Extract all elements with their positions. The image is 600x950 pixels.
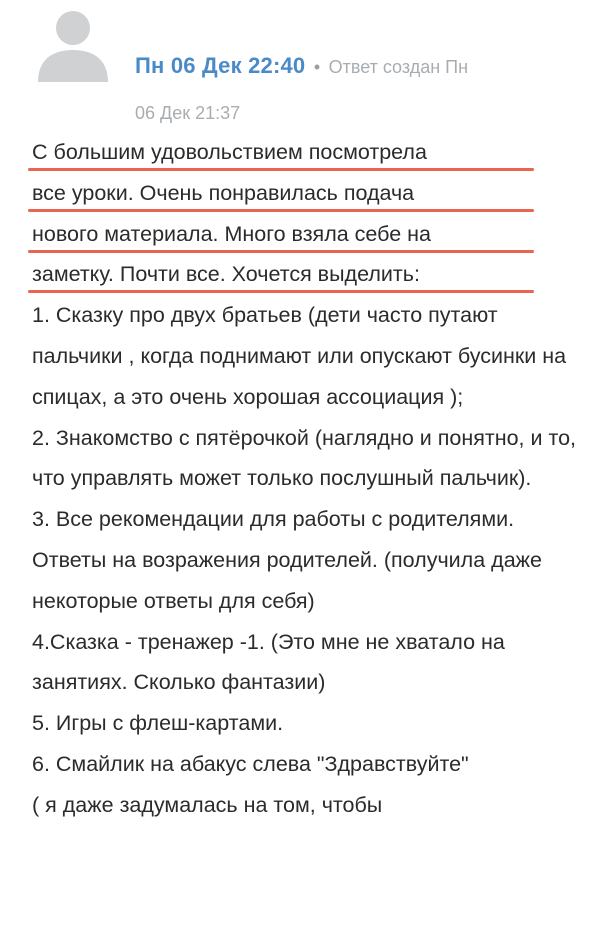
user-silhouette-icon: [30, 4, 116, 82]
list-item: 2. Знакомство с пятёрочкой (наглядно и понятно, и то, что управлять может только послушный пальчик).: [32, 425, 576, 491]
list-item: 1. Сказку про двух братьев (дети часто путают пальчики , когда поднимают или опускают бусинки на спицах, а это очень хорошая ассоциация );: [32, 303, 567, 409]
comment-body: [32, 132, 577, 826]
post-date-link[interactable]: Пн 06 Дек 22:40: [135, 53, 306, 78]
meta-separator: •: [313, 57, 321, 77]
scroll-indicator: [40, 944, 560, 948]
highlighted-line: [32, 132, 577, 173]
created-label: Ответ создан Пн: [328, 57, 469, 77]
underline-mark: [28, 250, 534, 253]
post-meta: [135, 44, 575, 137]
underline-mark: [28, 168, 534, 171]
highlighted-line-text: заметку. Почти все. Хочется выделить:: [32, 262, 420, 287]
underline-mark: [28, 209, 534, 212]
list-item: 3. Все рекомендации для работы с родителями. Ответы на возражения родителей. (получила даже некоторые ответы для себя): [32, 507, 542, 613]
highlighted-line: [32, 214, 577, 255]
list-item: 6. Смайлик на абакус слева "Здравствуйте": [32, 751, 469, 776]
list-item: 4.Сказка - тренажер -1. (Это мне не хватало на занятиях. Сколько фантазии): [32, 629, 505, 695]
created-date: 06 Дек 21:37: [135, 103, 241, 123]
list-item: 5. Игры с флеш-картами.: [32, 711, 284, 736]
highlighted-line: [32, 254, 577, 295]
list-item: ( я даже задумалась на том, чтобы: [32, 792, 383, 817]
highlighted-line-text: все уроки. Очень понравилась подача: [32, 180, 415, 205]
underline-mark: [28, 290, 534, 293]
highlighted-line: [32, 173, 577, 214]
comment-header: [0, 0, 600, 123]
highlighted-line-text: нового материала. Много взяла себе на: [32, 221, 431, 246]
highlighted-line-text: С большим удовольствием посмотрела: [32, 140, 427, 164]
